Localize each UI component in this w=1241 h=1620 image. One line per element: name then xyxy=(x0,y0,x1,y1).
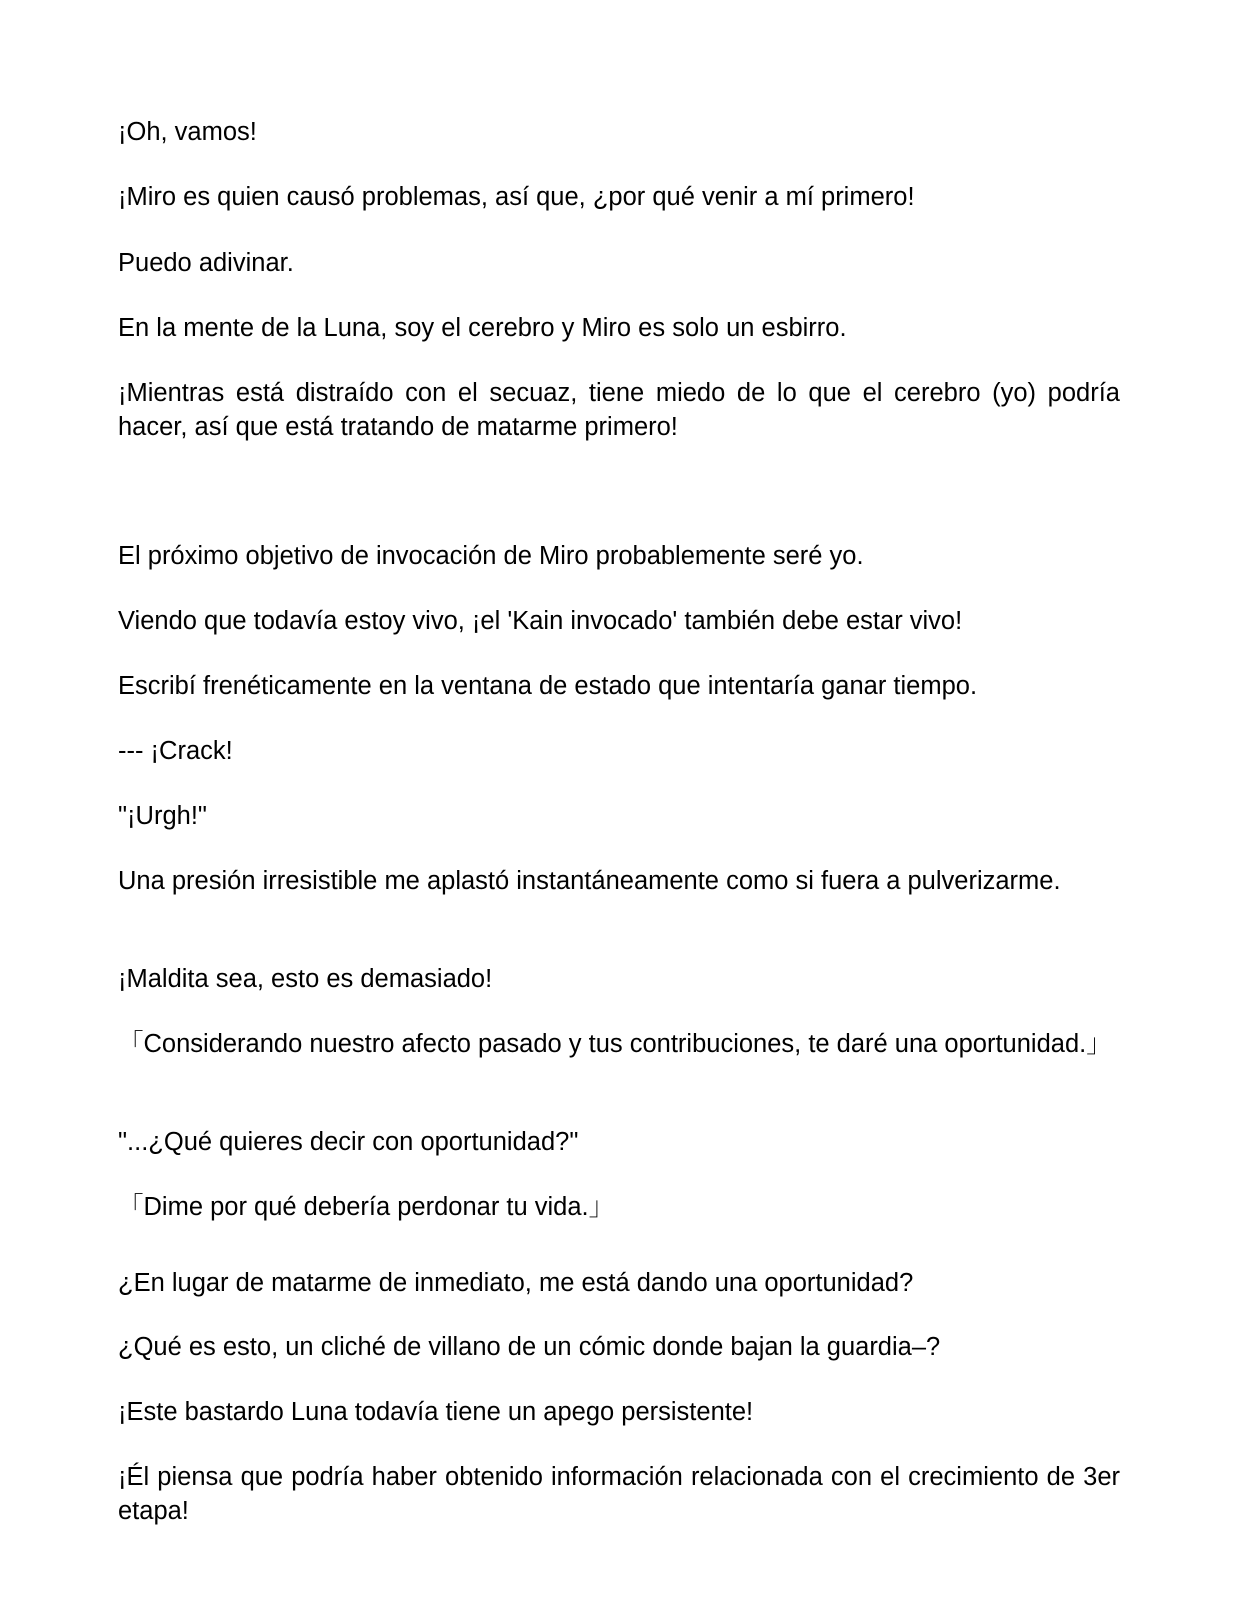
paragraph-19: ¡Él piensa que podría haber obtenido información relacionada con el crecimiento de 3er etapa! xyxy=(118,1463,1120,1525)
paragraph-5: ¡Mientras está distraído con el secuaz, tiene miedo de lo que el cerebro (yo) podría hacer, así que está tratando de matarme primero! xyxy=(118,379,1120,441)
paragraph-10: "¡Urgh!" xyxy=(118,802,207,830)
paragraph-18: ¡Este bastardo Luna todavía tiene un apego persistente! xyxy=(118,1398,754,1426)
paragraph-4: En la mente de la Luna, soy el cerebro y Miro es solo un esbirro. xyxy=(118,314,847,342)
paragraph-13: 「Considerando nuestro afecto pasado y tus contribuciones, te daré una oportunidad.」 xyxy=(118,1030,1112,1058)
paragraph-1: ¡Oh, vamos! xyxy=(118,118,257,146)
paragraph-11: Una presión irresistible me aplastó instantáneamente como si fuera a pulverizarme. xyxy=(118,867,1061,895)
paragraph-17: ¿Qué es esto, un cliché de villano de un cómic donde bajan la guardia–? xyxy=(118,1333,941,1361)
paragraph-2: ¡Miro es quien causó problemas, así que, ¿por qué venir a mí primero! xyxy=(118,183,915,211)
paragraph-16: ¿En lugar de matarme de inmediato, me está dando una oportunidad? xyxy=(118,1269,914,1297)
paragraph-6: El próximo objetivo de invocación de Miro probablemente seré yo. xyxy=(118,542,864,570)
paragraph-8: Escribí frenéticamente en la ventana de estado que intentaría ganar tiempo. xyxy=(118,672,978,700)
paragraph-14: "...¿Qué quieres decir con oportunidad?" xyxy=(118,1128,579,1156)
paragraph-7: Viendo que todavía estoy vivo, ¡el 'Kain invocado' también debe estar vivo! xyxy=(118,607,963,635)
paragraph-3: Puedo adivinar. xyxy=(118,249,294,277)
paragraph-9: --- ¡Crack! xyxy=(118,737,233,765)
paragraph-15: 「Dime por qué debería perdonar tu vida.」 xyxy=(118,1193,615,1221)
paragraph-12: ¡Maldita sea, esto es demasiado! xyxy=(118,965,493,993)
